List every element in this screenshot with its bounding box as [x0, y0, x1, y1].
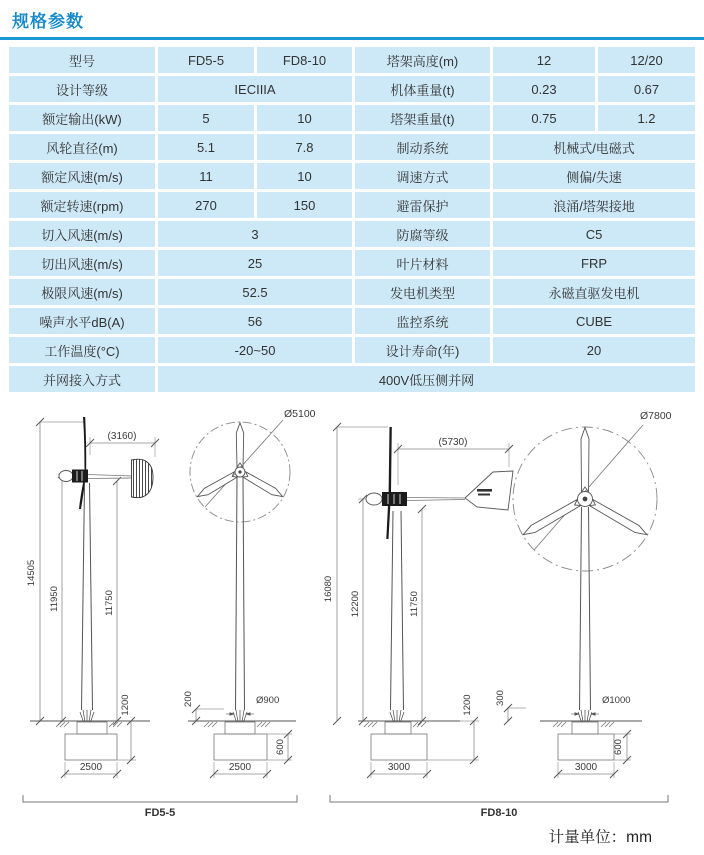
- fd810-dim-tail-span: (5730): [438, 437, 468, 448]
- fd55-nose-cone: [59, 471, 73, 482]
- technical-drawings: [0, 397, 704, 855]
- spec-label-cell: 塔架重量(t): [355, 105, 490, 131]
- fd810-vane-logo: [477, 489, 492, 492]
- spec-row: [9, 76, 695, 102]
- spec-label-cell: 切入风速(m/s): [9, 221, 155, 247]
- spec-value-cell: 侧偏/失速: [493, 163, 695, 189]
- spec-label-cell: 额定风速(m/s): [9, 163, 155, 189]
- spec-value-cell: 150: [257, 192, 352, 218]
- fd810-dim-bolt-stub: 300: [495, 690, 506, 706]
- spec-label-cell: 工作温度(°C): [9, 337, 155, 363]
- spec-label-cell: 叶片材料: [355, 250, 490, 276]
- fd55-tail-vane: [132, 459, 154, 497]
- fd55-dim-tower-height: 11750: [104, 590, 115, 616]
- spec-row: [9, 337, 695, 363]
- fd55-dim-foundation-width-front: 2500: [228, 762, 252, 773]
- spec-label-cell: 防腐等级: [355, 221, 490, 247]
- spec-value-cell: 11: [158, 163, 254, 189]
- spec-value-cell: 1.2: [598, 105, 695, 131]
- fd810-nacelle: [382, 492, 407, 506]
- spec-value-cell: -20~50: [158, 337, 352, 363]
- fd8-10-front-view: [495, 410, 672, 778]
- fd55-label: FD5-5: [144, 807, 176, 819]
- fd810-rotor-diameter-label: Ø7800: [640, 410, 672, 422]
- fd5-5-drawing: [23, 408, 316, 819]
- fd55-nacelle: [72, 470, 88, 483]
- spec-label-cell: 风轮直径(m): [9, 134, 155, 160]
- fd55-side-blade: [79, 417, 86, 509]
- fd810-dim-total-height: 16080: [323, 575, 334, 603]
- page-title: 规格参数: [12, 12, 84, 31]
- fd55-dim-foundation-depth: 600: [275, 739, 286, 755]
- spec-label-cell: 型号: [9, 47, 155, 73]
- spec-value-cell: 5.1: [158, 134, 254, 160]
- spec-label-cell: 避雷保护: [355, 192, 490, 218]
- spec-value-cell: 永磁直驱发电机: [493, 279, 695, 305]
- spec-label-cell: 机体重量(t): [355, 76, 490, 102]
- measurement-unit-note: 计量单位：mm: [548, 829, 652, 846]
- fd55-rotor-diameter-label: Ø5100: [284, 408, 316, 420]
- fd810-dim-tower-height: 11750: [409, 591, 420, 617]
- fd5-5-side-view: [26, 417, 159, 778]
- spec-row: [9, 192, 695, 218]
- spec-value-cell: CUBE: [493, 308, 695, 334]
- title-underline: [0, 37, 704, 40]
- spec-row: [9, 366, 695, 392]
- spec-value-cell: 10: [257, 163, 352, 189]
- fd55-dim-foundation-width-side: 2500: [79, 762, 103, 773]
- spec-value-cell: 0.75: [493, 105, 595, 131]
- fd810-dim-foundation-width-side: 3000: [387, 762, 411, 773]
- fd55-dim-hub-height: 11950: [49, 586, 60, 612]
- fd55-dim-base-depth: 1200: [120, 694, 131, 716]
- spec-row: [9, 308, 695, 334]
- fd810-dim-foundation-depth: 600: [613, 739, 624, 755]
- spec-row: [9, 163, 695, 189]
- spec-value-cell: FD8-10: [257, 47, 352, 73]
- spec-label-cell: 切出风速(m/s): [9, 250, 155, 276]
- spec-row: [9, 250, 695, 276]
- spec-value-cell: 12/20: [598, 47, 695, 73]
- spec-table: [6, 44, 698, 395]
- spec-value-cell: 0.23: [493, 76, 595, 102]
- spec-value-cell: 400V低压侧并网: [158, 366, 695, 392]
- fd810-side-blade: [386, 427, 392, 539]
- spec-value-cell: 52.5: [158, 279, 352, 305]
- fd810-nose-cone: [366, 493, 382, 505]
- fd810-label: FD8-10: [480, 807, 518, 819]
- fd8-10-drawing: [323, 410, 672, 819]
- spec-value-cell: IECIIIA: [158, 76, 352, 102]
- spec-value-cell: 10: [257, 105, 352, 131]
- spec-value-cell: C5: [493, 221, 695, 247]
- fd810-tower-base-dia-label: Ø1000: [602, 695, 631, 706]
- spec-value-cell: 浪涌/塔架接地: [493, 192, 695, 218]
- spec-value-cell: 3: [158, 221, 352, 247]
- spec-value-cell: 机械式/电磁式: [493, 134, 695, 160]
- fd5-5-front-view: [183, 408, 316, 778]
- fd55-bracket: [23, 795, 297, 802]
- spec-label-cell: 额定转速(rpm): [9, 192, 155, 218]
- fd810-dim-hub-height: 12200: [350, 590, 361, 618]
- spec-row: [9, 279, 695, 305]
- spec-row: [9, 47, 695, 73]
- spec-label-cell: 噪声水平dB(A): [9, 308, 155, 334]
- spec-label-cell: 发电机类型: [355, 279, 490, 305]
- spec-label-cell: 设计等级: [9, 76, 155, 102]
- spec-label-cell: 调速方式: [355, 163, 490, 189]
- spec-row: [9, 221, 695, 247]
- fd8-10-side-view: [323, 423, 513, 778]
- spec-label-cell: 塔架高度(m): [355, 47, 490, 73]
- spec-value-cell: 56: [158, 308, 352, 334]
- spec-value-cell: 25: [158, 250, 352, 276]
- spec-row: [9, 105, 695, 131]
- spec-label-cell: 监控系统: [355, 308, 490, 334]
- spec-label-cell: 制动系统: [355, 134, 490, 160]
- fd810-dim-base-depth: 1200: [462, 694, 473, 716]
- fd55-dim-total-height: 14505: [26, 559, 37, 587]
- spec-label-cell: 设计寿命(年): [355, 337, 490, 363]
- fd55-dim-bolt-stub: 200: [183, 691, 194, 707]
- spec-value-cell: 5: [158, 105, 254, 131]
- spec-value-cell: FRP: [493, 250, 695, 276]
- spec-label-cell: 并网接入方式: [9, 366, 155, 392]
- fd55-dim-tail-span: (3160): [107, 431, 137, 442]
- spec-value-cell: 12: [493, 47, 595, 73]
- fd810-dim-foundation-width-front: 3000: [574, 762, 598, 773]
- fd810-bracket: [330, 795, 668, 802]
- spec-value-cell: 270: [158, 192, 254, 218]
- spec-value-cell: 20: [493, 337, 695, 363]
- spec-value-cell: FD5-5: [158, 47, 254, 73]
- page-header: [0, 0, 704, 32]
- spec-row: [9, 134, 695, 160]
- fd55-tower-base-dia-label: Ø900: [256, 695, 280, 706]
- spec-label-cell: 极限风速(m/s): [9, 279, 155, 305]
- spec-value-cell: 7.8: [257, 134, 352, 160]
- spec-value-cell: 0.67: [598, 76, 695, 102]
- spec-label-cell: 额定输出(kW): [9, 105, 155, 131]
